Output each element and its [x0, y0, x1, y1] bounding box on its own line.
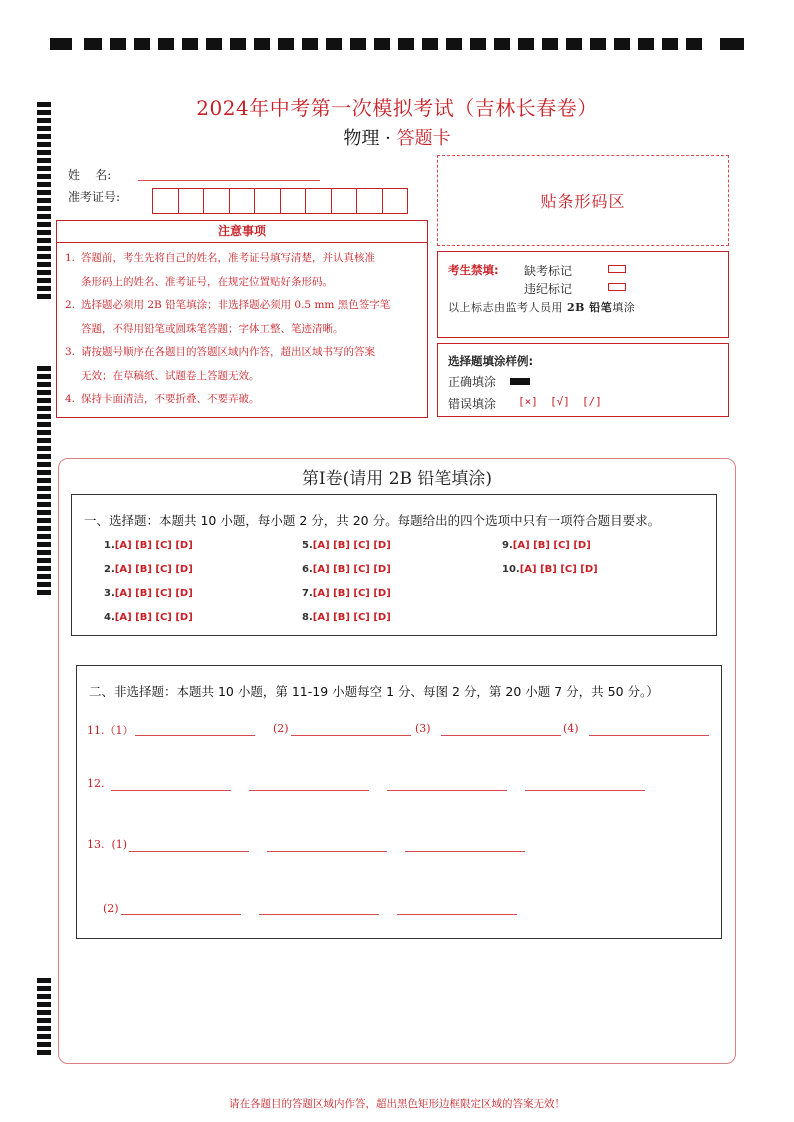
choice-row[interactable]: 5.[A] [B] [C] [D]	[302, 540, 391, 551]
violation-mark-box[interactable]	[608, 283, 626, 291]
timing-mark	[470, 38, 486, 50]
violation-mark-label: 违纪标记	[524, 282, 573, 296]
timing-mark	[37, 166, 51, 171]
written-questions-box	[76, 665, 722, 939]
timing-mark	[37, 994, 51, 999]
timing-mark	[686, 38, 702, 50]
timing-mark	[230, 38, 246, 50]
barcode-label: 贴条形码区	[540, 192, 626, 211]
q13-blank-2[interactable]	[267, 851, 387, 852]
q13-sub2-label: (2)	[103, 902, 119, 915]
timing-mark	[37, 382, 51, 387]
q13-blank-4[interactable]	[121, 914, 241, 915]
choice-questions-box	[71, 494, 717, 636]
timing-mark	[37, 222, 51, 227]
absent-mark-box[interactable]	[608, 265, 626, 273]
timing-mark	[254, 38, 270, 50]
notice-title: 注意事项	[57, 221, 427, 243]
timing-mark	[37, 534, 51, 539]
timing-mark	[37, 238, 51, 243]
timing-mark	[542, 38, 558, 50]
timing-mark	[720, 38, 744, 50]
page-subtitle	[0, 124, 794, 150]
q12-blank-4[interactable]	[525, 790, 645, 791]
timing-mark	[37, 374, 51, 379]
q13-blank-1[interactable]	[129, 851, 249, 852]
timing-mark	[37, 542, 51, 547]
q12-label: 12.	[87, 777, 105, 790]
notice-box	[56, 220, 428, 418]
wrong-mark-slash: [/]	[582, 395, 602, 408]
timing-bar	[50, 38, 744, 50]
q12-blank-2[interactable]	[249, 790, 369, 791]
timing-mark	[37, 430, 51, 435]
timing-mark	[37, 1026, 51, 1031]
timing-mark	[37, 1050, 51, 1055]
timing-mark	[206, 38, 222, 50]
q12-blank-1[interactable]	[111, 790, 231, 791]
timing-mark	[37, 230, 51, 235]
id-digit-box[interactable]	[280, 188, 307, 214]
timing-mark	[37, 978, 51, 983]
timing-mark	[398, 38, 414, 50]
choice-row[interactable]: 3.[A] [B] [C] [D]	[104, 588, 193, 599]
q11-sub4-label: (4)	[563, 722, 579, 735]
barcode-area	[437, 155, 729, 246]
timing-mark	[662, 38, 678, 50]
q13-label: 13. (1)	[87, 838, 128, 851]
timing-mark	[37, 1042, 51, 1047]
timing-mark	[37, 398, 51, 403]
wrong-mark-cross: [×]	[518, 395, 538, 408]
q11-blank-4[interactable]	[589, 735, 709, 736]
timing-mark	[37, 518, 51, 523]
notice-item: 1. 答题前，考生先将自己的姓名，准考证号填写清楚，并认真核准 条形码上的姓名、准考证号，在规定位置贴好条形码。	[65, 252, 375, 288]
timing-mark	[37, 150, 51, 155]
timing-mark	[37, 190, 51, 195]
timing-mark	[37, 294, 51, 299]
id-digit-box[interactable]	[229, 188, 256, 214]
timing-mark	[37, 270, 51, 275]
timing-mark	[37, 1010, 51, 1015]
proctor-note: 以上标志由监考人员用 2B 铅笔填涂	[448, 301, 636, 314]
timing-mark	[37, 526, 51, 531]
id-digit-box[interactable]	[254, 188, 281, 214]
timing-mark	[446, 38, 462, 50]
timing-mark	[37, 438, 51, 443]
notice-item: 4. 保持卡面清洁，不要折叠、不要弄破。	[65, 393, 260, 405]
timing-mark	[350, 38, 366, 50]
timing-mark	[37, 390, 51, 395]
q11-sub3-label: (3)	[415, 722, 431, 735]
id-digit-box[interactable]	[356, 188, 383, 214]
timing-mark	[37, 278, 51, 283]
id-digit-box[interactable]	[331, 188, 358, 214]
correct-fill-mark	[510, 378, 530, 385]
q11-sub2-label: (2)	[273, 722, 289, 735]
exam-id-boxes	[152, 188, 407, 214]
choice-row[interactable]: 9.[A] [B] [C] [D]	[502, 540, 591, 551]
timing-mark	[566, 38, 582, 50]
timing-mark	[302, 38, 318, 50]
choice-row[interactable]: 4.[A] [B] [C] [D]	[104, 612, 193, 623]
q11-blank-2[interactable]	[291, 735, 411, 736]
timing-mark	[134, 38, 150, 50]
timing-mark	[182, 38, 198, 50]
timing-mark	[37, 158, 51, 163]
timing-mark	[37, 286, 51, 291]
page-title: 2024年中考第一次模拟考试（吉林长春卷）	[196, 96, 598, 120]
q13-blank-5[interactable]	[259, 914, 379, 915]
id-digit-box[interactable]	[203, 188, 230, 214]
choice-row[interactable]: 7.[A] [B] [C] [D]	[302, 588, 391, 599]
timing-mark	[37, 198, 51, 203]
q11-blank-1[interactable]	[135, 735, 255, 736]
name-label: 姓 名:	[68, 168, 112, 182]
timing-mark	[37, 550, 51, 555]
footer-warning: 请在各题目的答题区域内作答，超出黑色矩形边框限定区域的答案无效！	[229, 1098, 565, 1110]
timing-mark	[37, 406, 51, 411]
timing-mark	[84, 38, 102, 50]
timing-mark	[37, 454, 51, 459]
choice-row[interactable]: 10.[A] [B] [C] [D]	[502, 564, 598, 575]
id-digit-box[interactable]	[305, 188, 332, 214]
choice-row[interactable]: 8.[A] [B] [C] [D]	[302, 612, 391, 623]
timing-mark	[638, 38, 654, 50]
timing-mark	[37, 1018, 51, 1023]
fill-sample-box	[437, 343, 729, 417]
timing-mark	[37, 1034, 51, 1039]
timing-mark	[37, 446, 51, 451]
timing-mark	[37, 366, 51, 371]
timing-mark	[37, 214, 51, 219]
written-question-instructions: 二、非选择题：本题共 10 小题，第 11-19 小题每空 1 分、每图 2 分，第 20 小题 7 分，共 50 分。）	[89, 684, 659, 699]
choice-question-instructions: 一、选择题：本题共 10 小题，每小题 2 分，共 20 分。每题给出的四个选项中只有一项符合题目要求。	[84, 513, 661, 528]
timing-mark	[37, 414, 51, 419]
notice-item: 3. 请按题号顺序在各题目的答题区域内作答，超出区域书写的答案 无效；在草稿纸、试题卷上答题无效。	[65, 346, 375, 382]
q11-blank-3[interactable]	[441, 735, 561, 736]
card-label: 答题卡	[396, 128, 451, 149]
proctor-only-title: 考生禁填:	[448, 263, 499, 277]
timing-mark	[37, 566, 51, 571]
timing-mark	[37, 558, 51, 563]
section1-title: 第Ⅰ卷(请用 2B 铅笔填涂)	[301, 469, 493, 489]
timing-mark	[37, 1002, 51, 1007]
choice-row[interactable]: 6.[A] [B] [C] [D]	[302, 564, 391, 575]
id-digit-box[interactable]	[178, 188, 205, 214]
q13-blank-3[interactable]	[405, 851, 525, 852]
timing-mark	[37, 262, 51, 267]
timing-mark	[590, 38, 606, 50]
choice-row[interactable]: 2.[A] [B] [C] [D]	[104, 564, 193, 575]
name-input[interactable]	[138, 180, 320, 181]
wrong-mark-check: [√]	[550, 395, 570, 408]
timing-mark	[278, 38, 294, 50]
timing-mark	[326, 38, 342, 50]
timing-mark	[37, 422, 51, 427]
fill-sample-title: 选择题填涂样例:	[448, 354, 534, 368]
timing-mark	[374, 38, 390, 50]
timing-mark	[37, 502, 51, 507]
timing-mark	[37, 574, 51, 579]
id-digit-box[interactable]	[152, 188, 179, 214]
timing-mark	[37, 510, 51, 515]
timing-mark	[37, 986, 51, 991]
notice-item: 2. 选择题必须用 2B 铅笔填涂；非选择题必须用 0.5 mm 黑色签字笔 答题，不得用铅笔或圆珠笔答题；字体工整、笔迹清晰。	[65, 299, 391, 335]
timing-mark	[422, 38, 438, 50]
q11-label: 11.（1）	[87, 724, 134, 737]
subject-label: 物理	[343, 128, 380, 149]
timing-mark	[37, 494, 51, 499]
choice-row[interactable]: 1.[A] [B] [C] [D]	[104, 540, 193, 551]
proctor-only-box	[437, 251, 729, 338]
id-label: 准考证号:	[68, 190, 121, 204]
correct-fill-label: 正确填涂	[448, 375, 497, 389]
timing-mark	[37, 246, 51, 251]
timing-mark	[37, 254, 51, 259]
timing-mark	[37, 174, 51, 179]
timing-mark	[158, 38, 174, 50]
separator: ·	[385, 128, 391, 149]
timing-mark	[37, 582, 51, 587]
timing-mark	[518, 38, 534, 50]
q12-blank-3[interactable]	[387, 790, 507, 791]
timing-mark	[37, 590, 51, 595]
absent-mark-label: 缺考标记	[524, 264, 573, 278]
timing-mark	[37, 182, 51, 187]
timing-mark	[50, 38, 72, 50]
timing-mark	[37, 206, 51, 211]
id-digit-box[interactable]	[382, 188, 409, 214]
timing-mark	[110, 38, 126, 50]
wrong-fill-label: 错误填涂	[448, 397, 497, 411]
timing-mark	[494, 38, 510, 50]
q13-blank-6[interactable]	[397, 914, 517, 915]
timing-mark	[614, 38, 630, 50]
